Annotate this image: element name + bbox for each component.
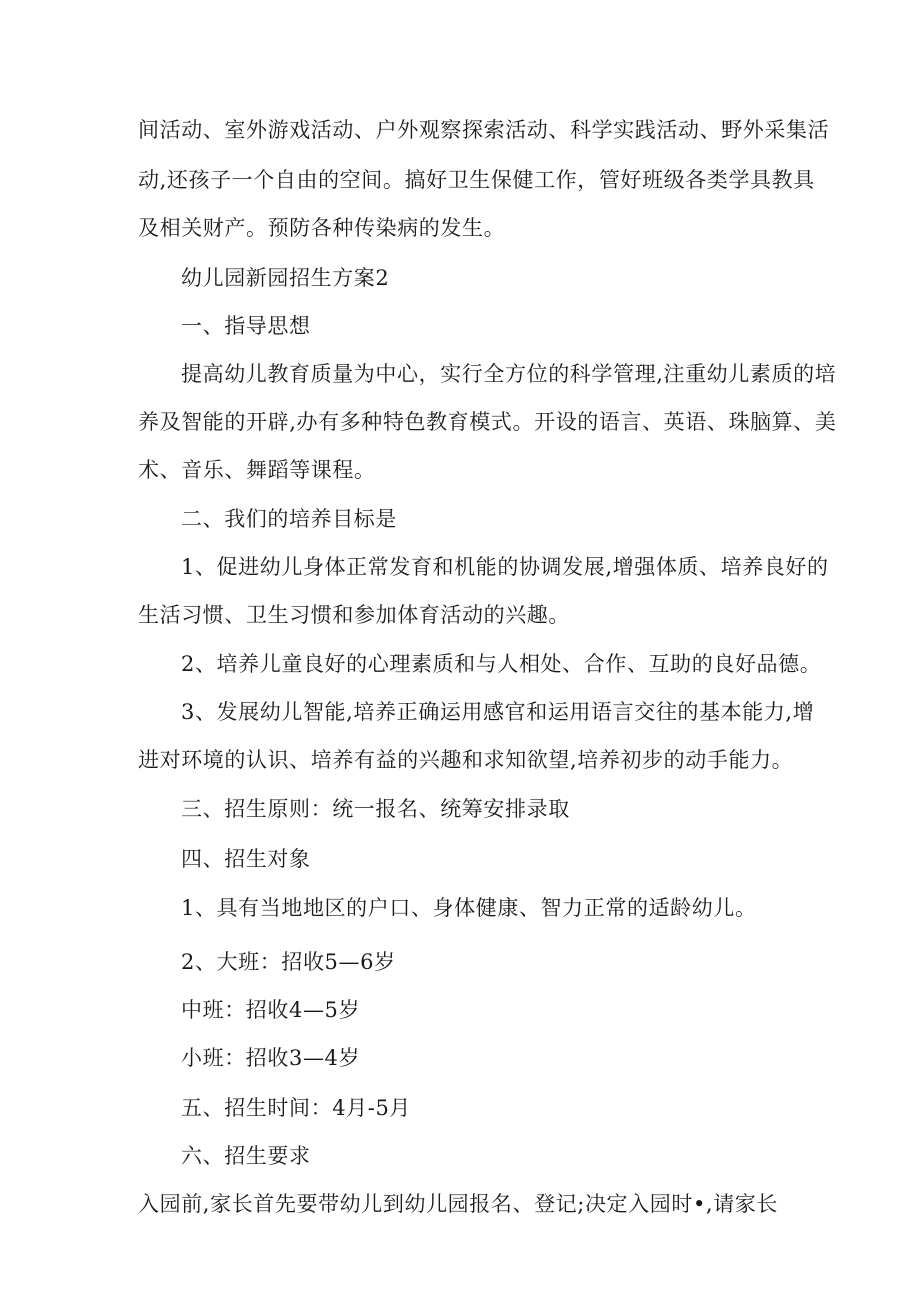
paragraph-line: 入园前,家长首先要带幼儿到幼儿园报名、登记;决定入园时•,请家长	[138, 1192, 779, 1216]
paragraph-line: 提高幼儿教育质量为中心，实行全方位的科学管理,注重幼儿素质的培	[181, 362, 837, 386]
section-heading: 四、招生对象	[181, 847, 311, 871]
paragraph-line: 动,还孩子一个自由的空间。搞好卫生保健工作，管好班级各类学具教具	[138, 168, 815, 192]
list-item: 小班：招收3—4岁	[181, 1046, 361, 1070]
paragraph-line: 进对环境的认识、培养有益的兴趣和求知欲望,培养初步的动手能力。	[138, 748, 794, 772]
list-item: 2、大班：招收5—6岁	[181, 950, 396, 974]
paragraph-line: 养及智能的开辟,办有多种特色教育模式。开设的语言、英语、珠脑算、美	[138, 410, 837, 434]
list-item: 中班：招收4—5岁	[181, 998, 361, 1022]
section-heading: 三、招生原则：统一报名、统筹安排录取	[181, 797, 570, 821]
section-heading: 一、指导思想	[181, 314, 311, 338]
section-heading: 二、我们的培养目标是	[181, 507, 397, 531]
list-item: 3、发展幼儿智能,培养正确运用感官和运用语言交往的基本能力,增	[181, 700, 815, 724]
list-item: 1、具有当地地区的户口、身体健康、智力正常的适龄幼儿。	[181, 896, 757, 920]
paragraph-line: 间活动、室外游戏活动、户外观察探索活动、科学实践活动、野外采集活	[138, 118, 830, 142]
section-heading: 六、招生要求	[181, 1144, 311, 1168]
paragraph-line: 生活习惯、卫生习惯和参加体育活动的兴趣。	[138, 603, 570, 627]
list-item: 2、培养儿童良好的心理素质和与人相处、合作、互助的良好品德。	[181, 652, 822, 676]
paragraph-line: 及相关财产。预防各种传染病的发生。	[138, 216, 506, 240]
section-heading: 五、招生时间：4月-5月	[181, 1096, 412, 1120]
section-title: 幼儿园新园招生方案2	[181, 266, 390, 290]
paragraph-line: 术、音乐、舞蹈等课程。	[138, 458, 376, 482]
list-item: 1、促进幼儿身体正常发育和机能的协调发展,增强体质、培养良好的	[181, 555, 829, 579]
